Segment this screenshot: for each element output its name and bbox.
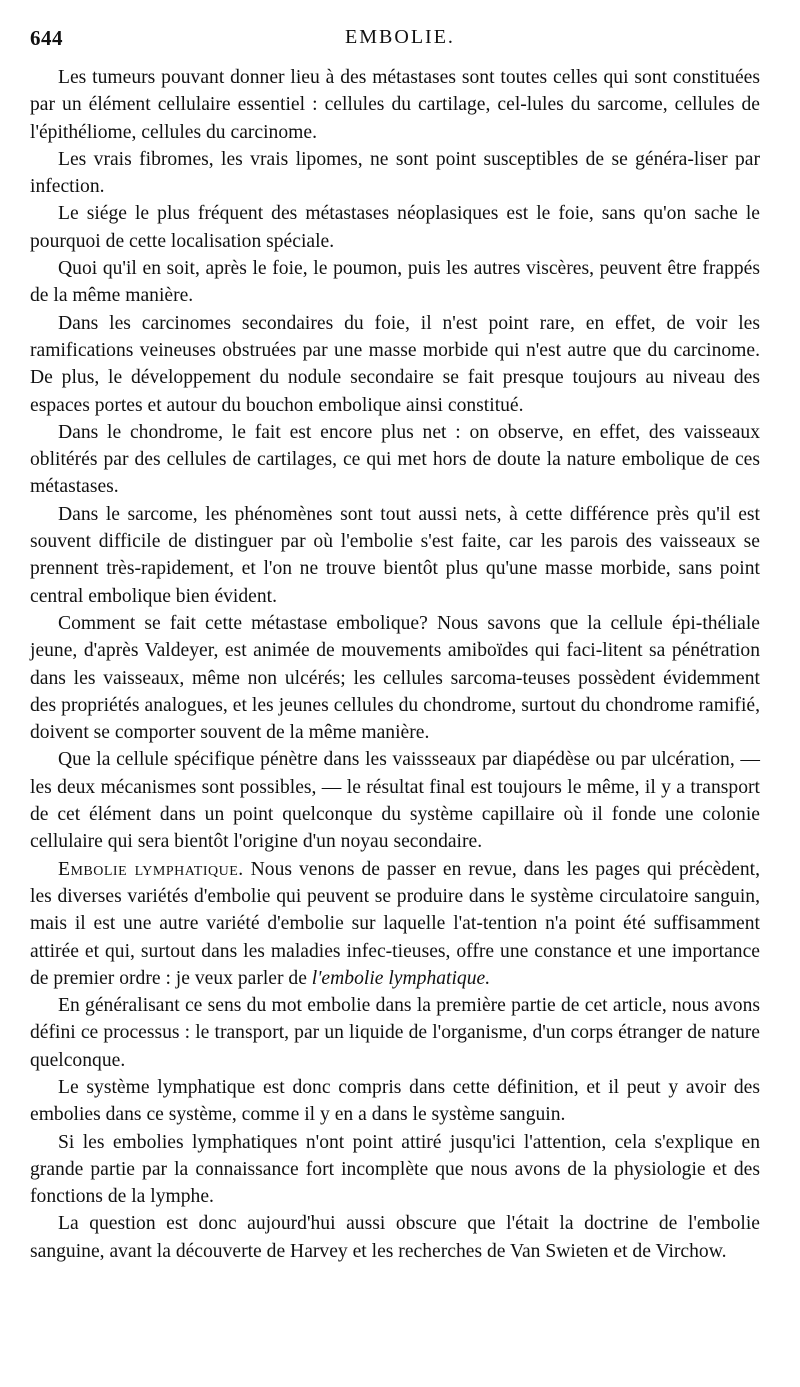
running-title: EMBOLIE.: [345, 26, 455, 48]
page-header: [30, 26, 770, 56]
emphasized-term: l'embolie lymphatique.: [311, 967, 491, 989]
paragraph: Le système lymphatique est donc compris dans cette définition, et il peut y avoir des embolies dans ce système, comme il y en a dans le système sanguin.: [30, 1076, 760, 1126]
paragraph: Si les embolies lymphatiques n'ont point attiré jusqu'ici l'attention, cela s'explique en grande partie par la connaissance fort incomplète que nous avons de la physiologie et des fonctions de la lymphe.: [30, 1131, 760, 1208]
paragraph: Les vrais fibromes, les vrais lipomes, ne sont point susceptibles de se généra-liser par infection.: [30, 148, 760, 198]
paragraph: Quoi qu'il en soit, après le foie, le poumon, puis les autres viscères, peuvent être frappés de la même manière.: [30, 258, 760, 307]
section-heading: Embolie lymphatique.: [58, 858, 244, 880]
paragraph: Dans le sarcome, les phénomènes sont tout aussi nets, à cette différence près qu'il est souvent difficile de distinguer par où l'embolie s'est faite, car les parois des vaisseaux se prennent très-rapidement, et l'on ne trouve bientôt plus qu'une masse morbide, sans point central embolique bien évident.: [30, 503, 760, 607]
paragraph: Que la cellule spécifique pénètre dans les vaissseaux par diapédèse ou par ulcération, — les deux mécanismes sont possibles, — le résultat final est toujours le même, il y a transport de cet élément dans un point quelconque du système capillaire où il fonde une colonie cellulaire qui sera bientôt l'origine d'un noyau secondaire.: [30, 749, 760, 853]
paragraph: Comment se fait cette métastase embolique? Nous savons que la cellule épi-théliale jeune, d'après Valdeyer, est animée de mouvements amiboïdes qui faci-litent sa pénétration dans les vaisseaux, même non ulcérés; les cellules sarcoma-teuses possèdent évidemment des propriétés analogues, et les jeunes cellules du chondrome, surtout du chondrome ramifié, doivent se comporter souvent de la même manière.: [30, 612, 760, 744]
paragraph: Le siége le plus fréquent des métastases néoplasiques est le foie, sans qu'on sache le pourquoi de cette localisation spéciale.: [30, 203, 760, 252]
section-paragraph: [30, 856, 760, 992]
paragraph: Dans le chondrome, le fait est encore plus net : on observe, en effet, des vaisseaux oblitérés par des cellules de cartilages, ce qui met hors de doute la nature embolique de ces métastases.: [30, 421, 760, 498]
page-number: 644: [30, 26, 63, 50]
paragraph: Les tumeurs pouvant donner lieu à des métastases sont toutes celles qui sont constituées par un élément cellulaire essentiel : cellules du cartilage, cel-lules du sarcome, cellules de l'épithéliome, cellules du carcinome.: [30, 67, 760, 143]
body-text: [30, 64, 760, 1265]
paragraph: En généralisant ce sens du mot embolie dans la première partie de cet article, nous avons défini ce processus : le transport, par un liquide de l'organisme, d'un corps étranger de nature quelconque.: [30, 995, 760, 1071]
paragraph: Dans les carcinomes secondaires du foie, il n'est point rare, en effet, de voir les ramifications veineuses obstruées par une masse morbide qui n'est autre que du carcinome. De plus, le développement du nodule secondaire se fait presque toujours au niveau des espaces portes et autour du bouchon embolique ainsi constitué.: [30, 312, 760, 416]
paragraph-text: Nous venons de passer en revue, dans les pages qui précèdent, les diverses variétés d'embolie qui peuvent se produire dans le système circulatoire sanguin, mais il est une autre variété d'embolie sur laquelle l'at-tention n'a point été suffisamment attirée et qui, surtout dans les maladies infec-tieuses, offre une constance et une importance de premier ordre : je veux parler de: [30, 858, 760, 989]
paragraph: La question est donc aujourd'hui aussi obscure que l'était la doctrine de l'embolie sanguine, avant la découverte de Harvey et les recherches de Van Swieten et de Virchow.: [30, 1213, 760, 1262]
